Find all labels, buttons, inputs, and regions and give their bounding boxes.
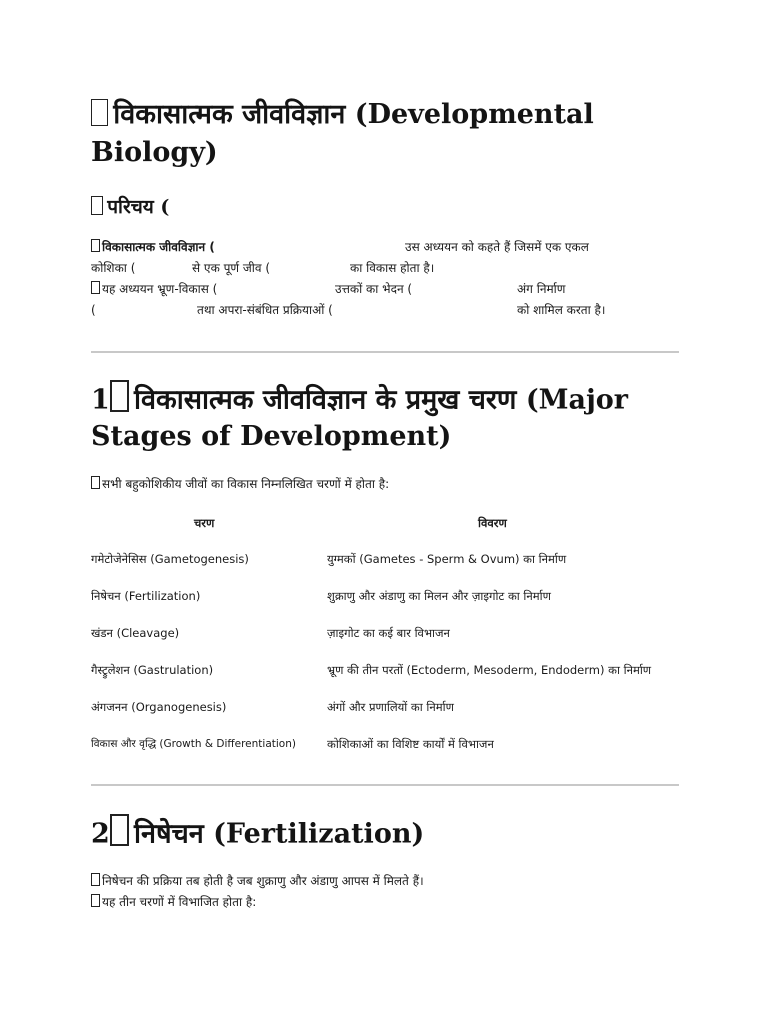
intro-p2-line2-b: तथा अपरा-संबंधित प्रक्रियाओं (	[197, 303, 333, 317]
box-glyph-icon	[91, 873, 100, 886]
box-glyph-icon	[91, 99, 108, 125]
intro-p1-line1	[91, 237, 215, 258]
table-cell-stage: गमेटोजेनेसिस (Gametogenesis)	[91, 552, 249, 566]
section2-number: 2	[91, 818, 110, 850]
box-glyph-icon	[91, 196, 103, 215]
intro-p2-line2-a: (	[91, 303, 96, 317]
box-glyph-icon	[91, 239, 100, 252]
section2-p2	[91, 892, 256, 913]
page-title	[91, 96, 594, 134]
intro-p1-line2-a: कोशिका (	[91, 261, 136, 275]
box-glyph-icon	[91, 476, 100, 489]
box-glyph-icon	[91, 281, 100, 294]
section2-p2-text: यह तीन चरणों में विभाजित होता है:	[101, 895, 257, 909]
intro-p2-a-text: यह अध्ययन भ्रूण-विकास (	[101, 282, 218, 296]
table-cell-stage: निषेचन (Fertilization)	[91, 589, 201, 603]
intro-p2-line1-b: उत्तकों का भेदन (	[335, 282, 413, 296]
intro-p1-rest: उस अध्ययन को कहते हैं जिसमें एक एकल	[405, 240, 589, 254]
table-cell-stage: अंगजनन (Organogenesis)	[91, 700, 227, 714]
divider	[91, 351, 679, 353]
table-header-description: विवरण	[478, 516, 507, 530]
table-cell-description: भ्रूण की तीन परतों (Ectoderm, Mesoderm, Endoderm) का निर्माण	[327, 663, 652, 677]
table-cell-description: शुक्राणु और अंडाणु का मिलन और ज़ाइगोट का निर्माण	[327, 589, 551, 603]
table-cell-stage: खंडन (Cleavage)	[91, 626, 180, 640]
box-glyph-icon	[110, 380, 129, 412]
intro-heading-text: परिचय (	[107, 196, 170, 218]
section2-p1-text: निषेचन की प्रक्रिया तब होती है जब शुक्राणु और अंडाणु आपस में मिलते हैं।	[101, 874, 424, 888]
section2-p1	[91, 871, 424, 892]
table-cell-stage: विकास और वृद्धि (Growth & Differentiation)	[91, 738, 296, 750]
section1-number: 1	[91, 384, 110, 416]
intro-heading	[91, 195, 169, 219]
intro-p2-line2-c: को शामिल करता है।	[517, 303, 606, 317]
table-cell-description: ज़ाइगोट का कई बार विभाजन	[327, 626, 450, 640]
section1-lead-text: सभी बहुकोशिकीय जीवों का विकास निम्नलिखित चरणों में होता है:	[101, 477, 390, 491]
intro-p1-line2-c: का विकास होता है।	[350, 261, 435, 275]
intro-p2-line1-a	[91, 279, 217, 300]
intro-p1-line2-b: से एक पूर्ण जीव (	[192, 261, 271, 275]
intro-p2-line1-c: अंग निर्माण	[517, 282, 566, 296]
section1-heading-line2: Stages of Development)	[91, 421, 452, 452]
divider	[91, 784, 679, 786]
table-cell-description: अंगों और प्रणालियों का निर्माण	[327, 700, 454, 714]
table-cell-stage: गैस्ट्रुलेशन (Gastrulation)	[91, 663, 214, 677]
section1-lead	[91, 474, 389, 495]
box-glyph-icon	[91, 894, 100, 907]
table-header-stage: चरण	[194, 516, 215, 530]
section1-heading-line1: विकासात्मक जीवविज्ञान के प्रमुख चरण (Major	[134, 384, 629, 416]
section2-heading-text: निषेचन (Fertilization)	[134, 818, 425, 850]
page-title-line2: Biology)	[91, 137, 218, 168]
page-title-line1: विकासात्मक जीवविज्ञान (Developmental	[113, 99, 594, 130]
table-cell-description: कोशिकाओं का विशिष्ट कार्यों में विभाजन	[327, 737, 494, 751]
section2-heading	[91, 814, 424, 853]
table-cell-description: युग्मकों (Gametes - Sperm & Ovum) का निर्माण	[327, 552, 567, 566]
section1-heading	[91, 380, 628, 419]
intro-term: विकासात्मक जीवविज्ञान (	[101, 240, 215, 254]
box-glyph-icon	[110, 814, 129, 846]
